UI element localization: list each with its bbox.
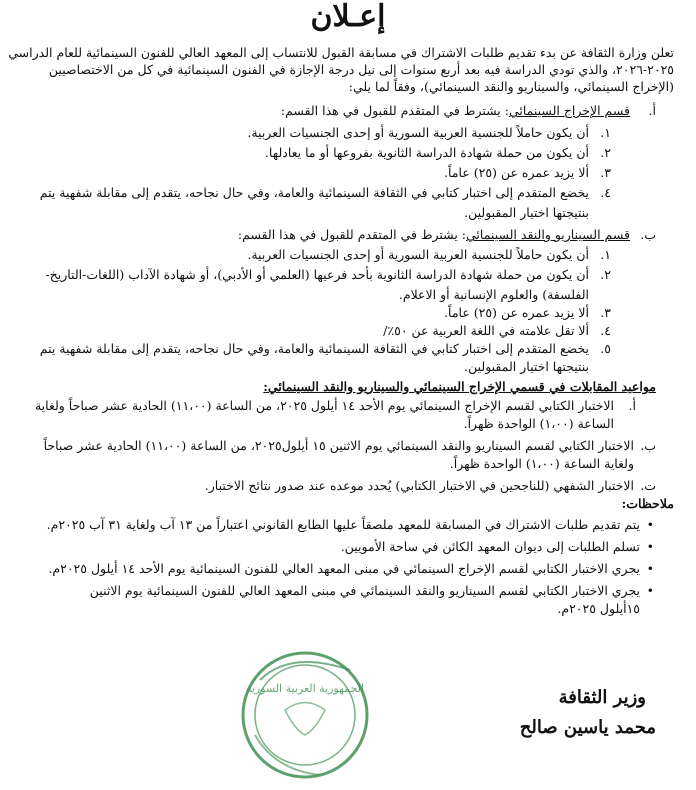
section-b-condition: : يشترط في المتقدم للقبول في هذا القسم: xyxy=(237,227,466,242)
list-item: ٣.ألا يزيد عمره عن (٢٥) عاماً. xyxy=(444,305,611,320)
list-item: ٤.يخضع المتقدم إلى اختبار كتابي في الثقافة السينمائية والعامة، وفي حال نجاحه، يتقدم إلى مقابلة شفهية يتم xyxy=(39,185,611,200)
schedule-item-b: ب.الاختبار الكتابي لقسم السيناريو والنقد السينمائي يوم الاثنين ١٥ أيلول٢٠٢٥، من الساعة (١١،٠٠) الحادية عشر صباحاً xyxy=(43,438,656,453)
section-a-header: أ. قسم الإخراج السينمائي: يشترط في المتقدم للقبول في هذا القسم: xyxy=(280,103,656,118)
bullet-icon: • xyxy=(646,539,654,554)
list-item: ٣.ألا يزيد عمره عن (٢٥) عاماً. xyxy=(444,165,611,180)
bullet-icon: • xyxy=(646,561,654,576)
schedule-heading: مواعيد المقابلات في قسمي الإخراج السينمائي والسيناريو والنقد السينمائي: xyxy=(263,379,656,394)
list-item: ٤.ألا تقل علامته في اللغة العربية عن ٥٠٪/ xyxy=(383,323,611,338)
signature-title: وزير الثقافة xyxy=(558,687,646,708)
bullet-icon: • xyxy=(646,583,654,598)
list-item-continuation: ١٥أيلول ٢٠٢٥م. xyxy=(557,601,640,616)
bullet-icon: • xyxy=(646,517,654,532)
list-item: ١.أن يكون حاملاً للجنسية العربية السورية أو إحدى الجنسيات العربية. xyxy=(247,247,611,262)
list-item: ٥.يخضع المتقدم إلى اختبار كتابي في الثقافة السينمائية والعامة، وفي حال نجاحه، يتقدم إلى مقابلة شفهية يتم xyxy=(39,341,611,356)
list-item: ٢.أن يكون من حملة شهادة الدراسة الثانوية بأحد فرعيها (العلمي أو الأدبي)، أو شهادة الآداب (اللغات-التاريخ- xyxy=(45,267,611,282)
seal-text: الجمهورية العربية السورية xyxy=(245,682,365,695)
section-a-name: قسم الإخراج السينمائي xyxy=(508,103,631,118)
section-b-header: ب. قسم السيناريو والنقد السينمائي: يشترط في المتقدم للقبول في هذا القسم: xyxy=(237,227,656,242)
notes-heading: ملاحظات: xyxy=(621,496,674,511)
schedule-item-b-cont: ولغاية الساعة (١،٠٠) الواحدة ظهراً. xyxy=(449,456,634,471)
list-item: ٢.أن يكون من حملة شهادة الدراسة الثانوية بفروعها أو ما يعادلها. xyxy=(264,145,611,160)
list-item: ١.أن يكون حاملاً للجنسية العربية السورية أو إحدى الجنسيات العربية. xyxy=(247,125,611,140)
signature-name: محمد ياسين صالح xyxy=(519,717,656,738)
list-item: •يجري الاختبار الكتابي لقسم السيناريو والنقد السينمائي في مبنى المعهد العالي للفنون السينمائية يوم الاثنين xyxy=(89,583,654,598)
schedule-item-a: أ.الاختبار الكتابي لقسم الإخراج السينمائي يوم الأحد ١٤ أيلول ٢٠٢٥، من الساعة (١١،٠٠) الحادية عشر صباحاً ولغاية xyxy=(34,398,636,413)
official-seal-icon xyxy=(230,640,380,790)
list-item: •تسلم الطلبات إلى ديوان المعهد الكائن في ساحة الأمويين. xyxy=(340,539,654,554)
list-item-continuation: بنتيجتها اختيار المقبولين. xyxy=(464,359,589,374)
schedule-item-a-cont: الساعة (١،٠٠) الواحدة ظهراً. xyxy=(463,416,614,431)
section-a-condition: : يشترط في المتقدم للقبول في هذا القسم: xyxy=(280,103,509,118)
intro-line-1: تعلن وزارة الثقافة عن بدء تقديم طلبات الاشتراك في مسابقة القبول للانتساب إلى المعهد العالي للفنون السينمائية للعام الدراسي xyxy=(8,45,674,60)
list-item: •يجري الاختبار الكتابي لقسم الإخراج السينمائي في مبنى المعهد العالي للفنون السينمائية يوم الأحد ١٤ أيلول ٢٠٢٥م. xyxy=(48,561,654,576)
intro-line-2: ٢٠٢٥-٢٠٢٦، والذي تودي الدراسة فيه بعد أربع سنوات إلى نيل درجة الإجازة في الفنون السينمائية في كل من الاختصاصيين xyxy=(48,62,674,77)
section-b-name: قسم السيناريو والنقد السينمائي xyxy=(466,227,631,242)
list-item-continuation: الفلسفة) والعلوم الإنسانية أو الاعلام. xyxy=(398,287,589,302)
list-item-continuation: بنتيجتها اختيار المقبولين. xyxy=(464,205,589,220)
list-item: •يتم تقديم طلبات الاشتراك في المسابقة للمعهد ملصقاً عليها الطابع القانوني اعتباراً من ١٣ آب ولغاية ٣١ آب ٢٠٢٥م. xyxy=(46,517,654,532)
schedule-item-c: ت.الاختبار الشفهي (للناجحين في الاختبار الكتابي) يُحدد موعده عند صدور نتائج الاختبار. xyxy=(204,478,656,493)
page-title: إعـلان xyxy=(310,0,386,34)
intro-line-3: (الإخراج السينمائي، والسيناريو والنقد السينمائي)، وفقاً لما يلي: xyxy=(348,79,674,94)
